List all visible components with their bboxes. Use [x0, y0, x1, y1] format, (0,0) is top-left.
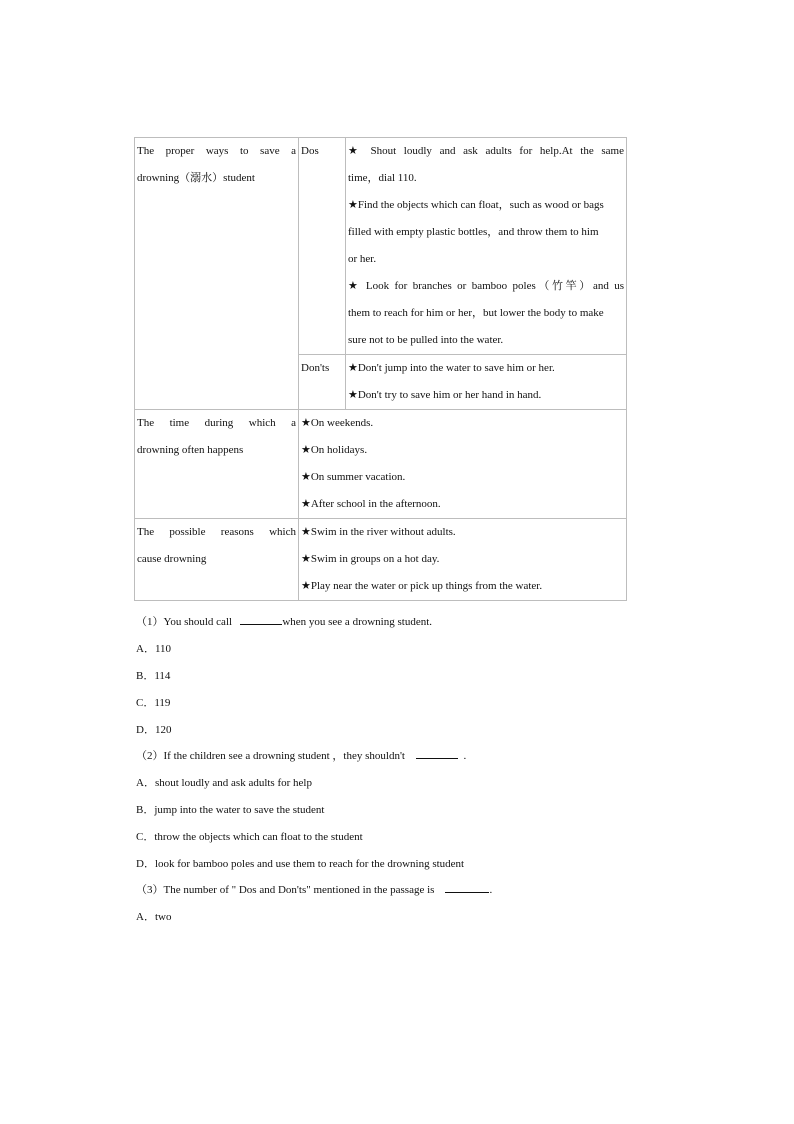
dos-line: filled with empty plastic bottles，and throw them to him [348, 226, 599, 238]
drowning-info-table [134, 137, 627, 601]
heading-line: The proper ways to save a [137, 145, 296, 157]
question-stem [136, 877, 492, 904]
question-stem [136, 743, 466, 770]
question-stem [136, 609, 432, 636]
heading-line: drowning often happens [137, 444, 244, 456]
option-c[interactable]: C．119 [136, 697, 171, 709]
question-suffix: when you see a drowning student. [282, 616, 433, 628]
answer-blank[interactable] [416, 748, 458, 759]
table-row-ways [135, 138, 627, 355]
dos-line: ★ Look for branches or bamboo poles（竹竿）and us [348, 280, 624, 292]
donts-line: ★Don't try to save him or her hand in hand. [348, 389, 542, 401]
option-a[interactable]: A．shout loudly and ask adults for help [136, 777, 312, 789]
heading-line: cause drowning [137, 553, 207, 565]
reason-line: ★Swim in the river without adults. [301, 526, 456, 538]
time-line: ★On weekends. [301, 417, 374, 429]
dos-line: ★Find the objects which can float，such as wood or bags [348, 199, 604, 211]
heading-cell-reasons [135, 519, 299, 601]
heading-line: drowning（溺水）student [137, 172, 255, 184]
answer-blank[interactable] [240, 614, 282, 625]
time-line: ★On holidays. [301, 444, 368, 456]
option-d[interactable]: D．120 [136, 724, 172, 736]
time-line: ★On summer vacation. [301, 471, 406, 483]
donts-label: Don'ts [301, 362, 330, 374]
dos-line: sure not to be pulled into the water. [348, 334, 504, 346]
heading-line: The possible reasons which [137, 526, 296, 538]
heading-cell-ways [135, 138, 299, 410]
question-prefix: （1）You should call [136, 616, 233, 628]
option-c[interactable]: C．throw the objects which can float to the student [136, 831, 363, 843]
dos-line: or her. [348, 253, 377, 265]
dos-line: them to reach for him or her，but lower the body to make [348, 307, 604, 319]
dos-line: ★ Shout loudly and ask adults for help.At the same [348, 145, 624, 157]
option-d[interactable]: D．look for bamboo poles and use them to reach for the drowning student [136, 858, 465, 870]
dos-line: time，dial 110. [348, 172, 417, 184]
option-a[interactable]: A．two [136, 911, 172, 923]
label-cell-donts [299, 355, 346, 410]
reason-line: ★Play near the water or pick up things from the water. [301, 580, 543, 592]
option-b[interactable]: B．jump into the water to save the student [136, 804, 325, 816]
question-suffix: . [489, 884, 493, 896]
heading-cell-time [135, 410, 299, 519]
donts-content-cell [346, 355, 627, 410]
dos-content-cell [346, 138, 627, 355]
heading-line: The time during which a [137, 417, 296, 429]
reason-line: ★Swim in groups on a hot day. [301, 553, 440, 565]
question-prefix: （3）The number of " Dos and Don'ts" mentioned in the passage is [136, 884, 435, 896]
reasons-content-cell [299, 519, 627, 601]
option-b[interactable]: B．114 [136, 670, 171, 682]
question-prefix: （2）If the children see a drowning student ，they shouldn't [136, 750, 405, 762]
time-line: ★After school in the afternoon. [301, 498, 441, 510]
table-row-time [135, 410, 627, 519]
donts-line: ★Don't jump into the water to save him or her. [348, 362, 555, 374]
table-row-reasons [135, 519, 627, 601]
answer-blank[interactable] [445, 882, 489, 893]
time-content-cell [299, 410, 627, 519]
question-suffix: . [463, 750, 467, 762]
label-cell-dos [299, 138, 346, 355]
option-a[interactable]: A．110 [136, 643, 172, 655]
dos-label: Dos [301, 145, 319, 157]
